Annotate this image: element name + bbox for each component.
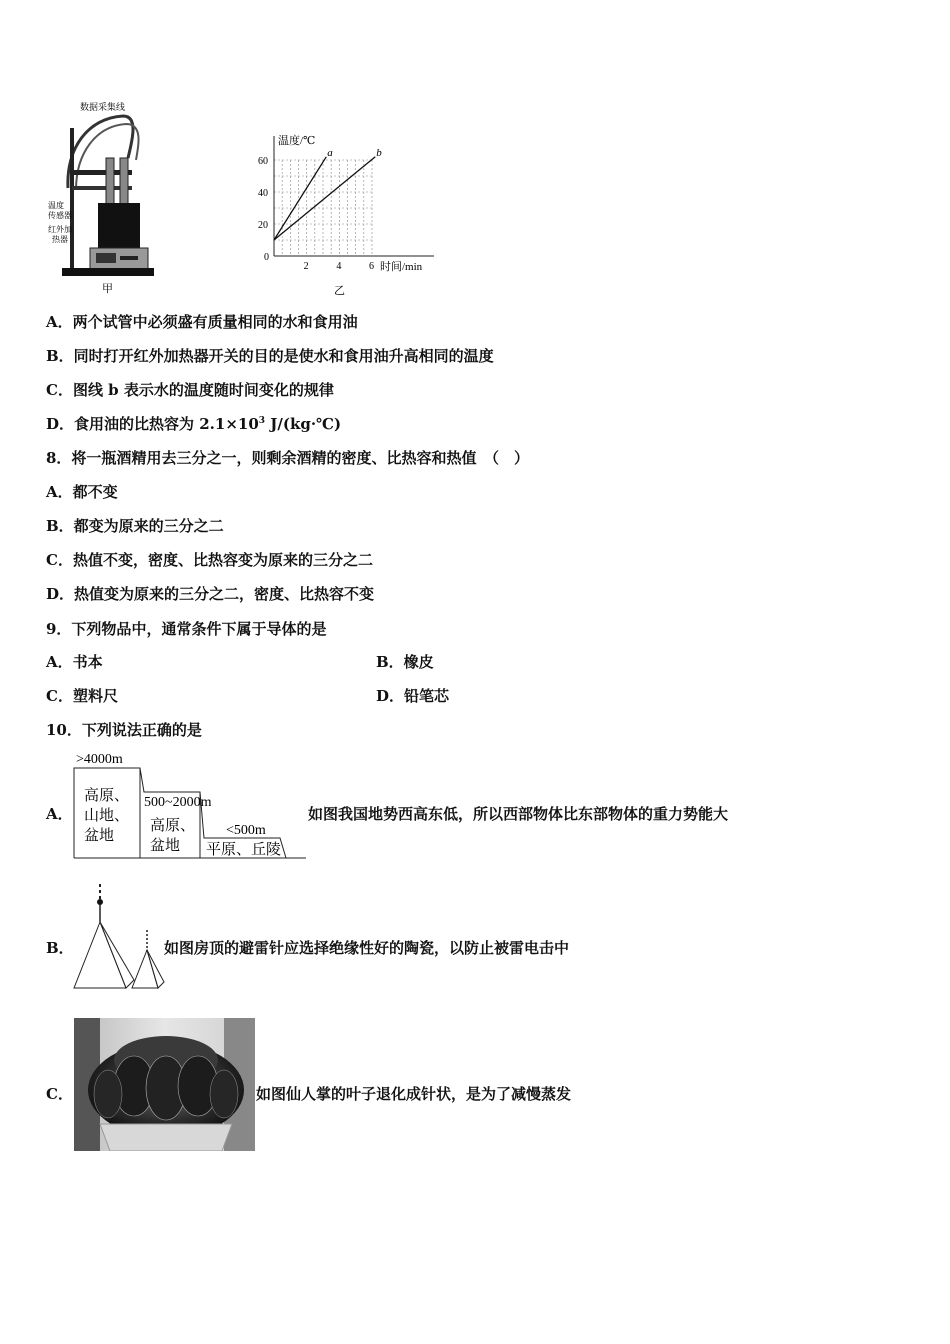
- q7-option-d-sup: 3: [258, 416, 266, 426]
- terrain-diagram: [70, 748, 310, 864]
- q10-option-a-label: A．: [46, 805, 73, 823]
- q10-option-c-text: 如图仙人掌的叶子退化成针状，是为了减慢蒸发: [256, 1085, 572, 1103]
- terrain-type-1-l3: 盆地: [84, 828, 115, 844]
- y-tick-label: 20: [258, 220, 268, 231]
- q10-option-c-label: C．: [46, 1085, 73, 1103]
- x-tick-label: 2: [303, 261, 309, 272]
- lightning-rod-diagram: [70, 880, 170, 992]
- q10-option-a-text: 如图我国地势西高东低，所以西部物体比东部物体的重力势能大: [308, 805, 729, 823]
- terrain-type-2-l1: 高原、: [150, 818, 196, 834]
- terrain-type-2-l2: 盆地: [150, 838, 181, 854]
- x-tick-label: 6: [369, 261, 374, 272]
- figure-jia: [48, 98, 168, 296]
- series-label-a: a: [327, 146, 333, 159]
- label-data-line: 数据采集线: [80, 102, 126, 112]
- q9-stem: 9．下列物品中，通常条件下属于导体的是: [46, 620, 327, 638]
- q8-stem: 8．将一瓶酒精用去三分之一，则剩余酒精的密度、比热容和热值 （ ）: [46, 449, 529, 467]
- q9-option-c: C．塑料尺: [46, 687, 118, 705]
- x-tick-label: 4: [336, 261, 342, 272]
- label-heater-2: 热器: [52, 235, 68, 244]
- terrain-height-2: 500~2000m: [144, 795, 212, 810]
- q7-option-d-post: J/(kg·℃): [265, 415, 342, 433]
- q9-option-b: B．橡皮: [376, 653, 434, 671]
- q8-option-c: C．热值不变，密度、比热容变为原来的三分之二: [46, 551, 373, 569]
- x-axis-label: 时间/min: [380, 261, 423, 273]
- q8-option-b: B．都变为原来的三分之二: [46, 517, 224, 535]
- series-line-b: [274, 157, 375, 240]
- q10-option-b-label: B．: [46, 939, 74, 957]
- terrain-type-3: 平原、丘陵: [206, 842, 282, 858]
- terrain-height-1: >4000m: [76, 752, 123, 767]
- series-line-a: [274, 157, 326, 240]
- terrain-type-1-l1: 高原、: [84, 788, 130, 804]
- caption-jia: 甲: [102, 283, 113, 295]
- series-label-b: b: [376, 146, 382, 159]
- q7-option-d-pre: D．食用油的比热容为 2.1×10: [46, 415, 259, 433]
- q7-option-c: C．图线 b 表示水的温度随时间变化的规律: [46, 381, 334, 399]
- q7-option-d: [46, 413, 341, 434]
- q8-option-d: D．热值变为原来的三分之二，密度、比热容不变: [46, 585, 375, 603]
- q10-stem: 10．下列说法正确的是: [46, 721, 202, 739]
- terrain-type-1-l2: 山地、: [84, 808, 130, 824]
- q8-option-a: A．都不变: [46, 483, 118, 501]
- label-sensor-2: 传感器: [48, 211, 72, 220]
- y-axis-label: 温度/℃: [278, 135, 316, 147]
- q7-option-b: B．同时打开红外加热器开关的目的是使水和食用油升高相同的温度: [46, 347, 494, 365]
- q9-option-d: D．铅笔芯: [376, 687, 450, 705]
- terrain-height-3: <500m: [226, 823, 266, 838]
- y-tick-label: 60: [258, 156, 268, 167]
- q9-option-a: A．书本: [46, 653, 103, 671]
- apparatus-illustration: [48, 98, 168, 296]
- y-tick-label: 40: [258, 188, 268, 199]
- label-heater-1: 红外加: [48, 225, 72, 234]
- cactus-photo: [74, 1018, 255, 1151]
- q10-option-b-text: 如图房顶的避雷针应选择绝缘性好的陶瓷，以防止被雷电击中: [164, 939, 570, 957]
- q7-option-a: A．两个试管中必须盛有质量相同的水和食用油: [46, 313, 358, 331]
- caption-yi: 乙: [334, 285, 345, 297]
- label-sensor-1: 温度: [48, 201, 64, 210]
- figure-yi: [256, 128, 446, 298]
- temperature-chart: [256, 128, 446, 298]
- y-tick-label: 0: [264, 252, 269, 263]
